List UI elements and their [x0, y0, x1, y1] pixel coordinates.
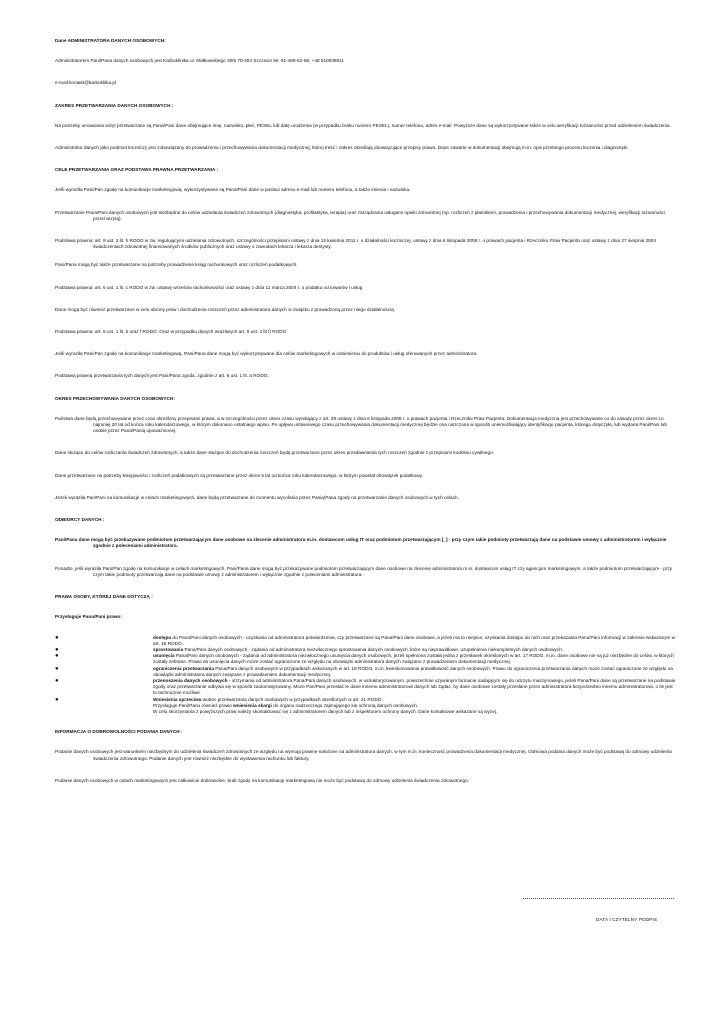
admin-email: e-mail:kontakt@karbokliika.pl [55, 80, 117, 86]
recipients-paragraph-1: Pani/Pana dane mogą być przekazywane podmiotom przetwarzającym dane osobowe na zlecenie administratora m.in. dostawcom usług IT oraz podmiotom przetwarzającym [_] - przy czym takie podmioty przetwarzają dane na podstawie umowy z administratorem i wyłącznie zgodnie z poleceniami administratora. [55, 537, 667, 549]
bullet-icon: ● [55, 665, 59, 672]
bullet-icon: ● [55, 653, 59, 660]
purposes-paragraph-1: Jeśli wyraziła Pani/Pan zgodę na komunikacje marketingową, wykorzystywane są Pana/Pani dane w postaci adresu e-mail lub numeru telefonu, a także imienia i nazwiska. [55, 187, 411, 193]
right-erasure [55, 653, 677, 665]
scope-heading: ZAKRES PRZETWARZANIA DANYCH OSOBOWYCH : [55, 102, 174, 108]
purposes-paragraph-8: Jeśli wyraziła Pani/Pan zgodę na komunikacje marketingową, Pani/Pana dane mogą być wykorzystywane dla celów marketingowych w odniesieniu do produktów i usług oferowanych przez administratora. [55, 351, 478, 357]
voluntary-paragraph-1: Podanie danych osobowych jest warunkiem niezbędnym do udzielenia świadczeń zdrowotnych ze względu na wymogi prawne nałożone na administratora danych, w tym m.in. konieczność prowadzenia dokumentacji medycznej. Odmowa podania danych może być podstawą do odmowy udzielenia świadczenia zdrowotnego. Podanie danych jest również niezbędne do wystawienia rachunku lub faktury. [55, 749, 672, 761]
bullet-icon: ● [55, 677, 59, 684]
voluntary-paragraph-2: Podanie danych osobowych w celach marketingowych jest całkowicie dobrowolne, brak zgody na komunikację marketingową nie może być podstawą do odmowy udzielenia świadczenia zdrowotnego. [55, 777, 470, 783]
rights-heading: PRAWA OSOBY, KTÓREJ DANE DOTYCZĄ : [55, 594, 153, 600]
scope-paragraph-2: Administrator danych jako podmiot leczniczy jest zobowiązany do prowadzenia i przechowywania dokumentacji medycznej, której treść i zakres określają obowiązujące przepisy prawa. Dane zawarte w dokumentacji obejmują m.in. opis przebiegu procesu leczenia i diagnostyki. [55, 145, 629, 151]
right-text: wobec przetwarzania danych osobowych w przypadkach określonych w art. 21 RODO. [201, 696, 383, 702]
right-term: ograniczenia przetwarzania [153, 665, 214, 671]
signature-line [523, 898, 674, 899]
retention-paragraph-4: Jeżeli wyraziła Pan/Pani na komunikacje w celach marketingowych, dane będą przetwarzane do momentu wycofania przez Panią/Pana zgody na przetwarzanie danych osobowych w tych celach. [55, 494, 459, 500]
admin-heading: Dane ADMINISTRATORA DANYCH OSOBOWYCH: [55, 38, 166, 43]
scope-paragraph-1: Na potrzeby umawiania wizyt przetwarzane są Pana/Pani dane obejmujące imię, nazwisko, płeć, PESEL lub datę urodzenia (w przypadku braku numeru PESEL), numer telefonu, adres e-mail. Powyższe dane są wykorzystywane także w celu weryfikacji tożsamości przed udzieleniem świadczenia. [55, 122, 671, 128]
recipients-paragraph-2: Ponadto, jeśli wyraziła Pani/Pan zgodę na komunikacje w celach marketingowych, Pani/Pana dane mogą być przekazywane podmiotom przetwarzającym dane osobowe na zlecenie administratora m.in. dostawcom usług IT czy agencjom marketingowym, a także podmiotom przetwarzającym - przy czym takie podmioty przetwarzają dane na podstawie umowy z administratorem i wyłącznie zgodnie z poleceniami administratora. [55, 565, 673, 577]
right-restriction [55, 666, 677, 678]
right-text: Pana/Pani danych osobowych w przypadkach wskazanych w art. 18 RODO, m.in. kwestionowania prawidłowość danych osobowych. Prawo do ograniczenia przetwarzania danych może zostać ograniczone ze względu na obowiązki administratora danych związane z prowadzeniem dokumentacji medycznej. [153, 665, 673, 677]
retention-paragraph-1: Państwa dane będą przechowywane przez czas określony przepisami prawa, a w szczególności przez okres czasu wynikający z art. 29 ustawy z dnia 6 listopada 2008 r. o prawach pacjenta i Rzeczniku Praw Pacjenta. Dokumentacja medyczna jest przechowywane co do zasady przez okres co najmniej 20 lat od końca roku kalendarzowego, w którym dokonano ostatniego wpisu. Po upływu ustawowego czasu przechowywania dokumentacji medycznej będzie ona niszczona w sposób uniemożliwiający identyfikacje pacjenta, którego dotyczyła, lub wydana Pani/Pani lub osobie przez Pana/Panią upoważnionej. [55, 415, 668, 434]
rights-intro: Przysługuje Panu/Pani prawo: [55, 614, 122, 620]
purposes-paragraph-6: Dane mogą być również przetwarzane w celu obrony praw i dochodzenia roszczeń przez administratora danych w związku z prowadzoną przez niego działalnością. [55, 306, 396, 312]
purposes-paragraph-5: Podstawa prawna: art. 6 ust. 1 lit. c RODO w zw. ustawy września rachunkowości oraz ustawy z dnia 11 marca 2004 r. o podatku od towarów i usług [55, 284, 363, 290]
right-text: Pana/Pani danych osobowych - żądania od administratora niezwłocznego usunięcia danych osobowych, jeżeli spełniona została jedna z przesłanek określonych w art. 17 RODO, m.in. dane osobowe nie są już niezbędne do celów, w których zostały zebrane. Prawo do usunięcia danych może zostać ograniczone ze względu na obowiązki administratora danych związane z prowadzeniem dokumentacji medycznej. [153, 653, 674, 665]
purposes-paragraph-2: Przetwarzanie Pana/Pani danych osobowych jest niezbędne do celów udzielania świadczeń zdrowotnych (diagnostyka, profilaktyka, terapia) oraz zarządzania usługami opieki zdrowotnej (np. rozliczeń z płatnikiem, prowadzenia i przechowywania dokumentacji medycznej, weryfikacji tożsamości przed wizytą). [55, 209, 665, 221]
purposes-heading: CELE PRZETWARZANIA ORAZ PODSTAWA PRAWNA PRZETWARZANIA : [55, 167, 219, 173]
purposes-paragraph-9: Podstawą prawną przetwarzania tych danych jest Pani/Pana zgoda, zgodnie z art. 6 ust. 1 lit. a RODO. [55, 373, 269, 379]
right-text: - otrzymania od administratora Pana/Pani danych osobowych, w ustrukturyzowanym, powszechnie używanym formacie nadającym się do odczytu maszynowego, jeżeli Pana/Pani dane są przetwarzane na podstawie zgody oraz przetwarzanie odbywa się w sposób zautomatyzowany. Może Pan/Pani przesłać te dane innemu administratorowi danych lub żądać, by dane osobowe zostały przesłane przez administratora bezpośrednio innemu administratorowi, o ile jest to technicznie możliwe. [153, 677, 676, 696]
right-term: przenoszenia danych osobowych [153, 677, 228, 683]
bullet-icon: ● [55, 634, 59, 641]
purposes-paragraph-7: Podstawa prawna: art. 6 ust. 1 lit. b oraz f RODO. Oraz w przypadku danych wrażliwych art. 9 ust. 2 lit f) RODO [55, 329, 287, 335]
right-term: Wniesienia sprzeciwu [153, 696, 202, 702]
right-text: Przysługuje Pani/Panu również prawo [153, 702, 233, 708]
retention-paragraph-2: Dane służące do celów rozliczania świadczeń zdrowotnych, a także dane służące do dochodzenia roszczeń będą przetwarzane przez okres przedawnienia tych roszczeń zgodnie z przepisami kodeksu cywilnego. [55, 450, 495, 456]
rights-contact-note [55, 709, 677, 715]
signature-label: DATA I CZYTELNY PODPIS [596, 917, 658, 922]
recipients-heading: ODBIORCY DANYCH : [55, 517, 105, 523]
right-term: wniesienia skargi [233, 702, 272, 708]
right-text: W celu skorzystania z powyższych praw należy skontaktować się z administratorem danych lub z inspektorem ochrony danych. Dane kontaktowe wskazane są wyżej. [153, 708, 498, 714]
purposes-paragraph-3: Podstawa prawna: art. 9 ust. 2 lit. h RODO w zw. regulującymi udzielania zdrowotnych, szczególności przepisami ustawy z dnia 15 kwietnia 2011 r. o działalności leczniczej, ustawy z dnia 6 listopada 2008 r. o prawach pacjenta i Rzeczniku Praw Pacjenta oraz ustawy z dnia 27 sierpnia 2004 świadczeniach zdrowotnej finansowanych środków publicznych oraz ustawy o zawodach lekarza i lekarza dentysty. [55, 238, 656, 250]
purposes-paragraph-4: Pani/Pana mogą być także przetwarzane na potrzeby prowadzenia ksiąg rachunkowych oraz rozliczeń podatkowych. [55, 262, 298, 268]
bullet-icon: ● [55, 696, 59, 703]
right-access [55, 635, 677, 647]
admin-address: Administratorem Pani/Pana danych osobowych jest Karboklinika ul. Małkowskiego 30/6 70-304 Szczecin tel. 91-489-62-58, +48 510838811 [55, 58, 345, 64]
voluntary-heading: INFORMACJA O DOBROWOLNOŚCI PODANIA DANYCH : [55, 729, 183, 735]
retention-heading: OKRES PRZECHOWYWANIA DANYCH OSOBOWYCH: [55, 395, 175, 401]
right-term: sprostowania [153, 646, 184, 652]
right-portability [55, 678, 677, 697]
right-term: usunięcia [153, 653, 175, 659]
right-text: do Pana/Pani danych osobowych - uzyskania od administratora potwierdzenia, czy przetwarzane są Pana/Pani dane osobowe, a jeżeli ma to miejsce, uzyskania dostępu do nich oraz przekazania Panu/Pani informacji w zakresie wskazanym w art. 15 RODO. [153, 634, 676, 646]
retention-paragraph-3: Dane przetwarzane na potrzeby księgowości i rozliczeń podatkowych są przetwarzane przez okres 5 lat od końca roku kalendarzowego, w którym powstał obowiązek podatkowy. [55, 472, 424, 478]
bullet-icon: ● [55, 646, 59, 653]
right-text: do organu nadzorczego zajmującego się ochroną danych osobowych. [271, 702, 419, 708]
right-text: Pana/Pani danych osobowych - żądania od administratora niezwłocznego sprostowania danych osobowych, które są nieprawidłowe, uzupełnienia niekompletnych danych osobowych. [183, 646, 564, 652]
rights-list [55, 635, 677, 716]
right-term: dostępu [153, 634, 172, 640]
